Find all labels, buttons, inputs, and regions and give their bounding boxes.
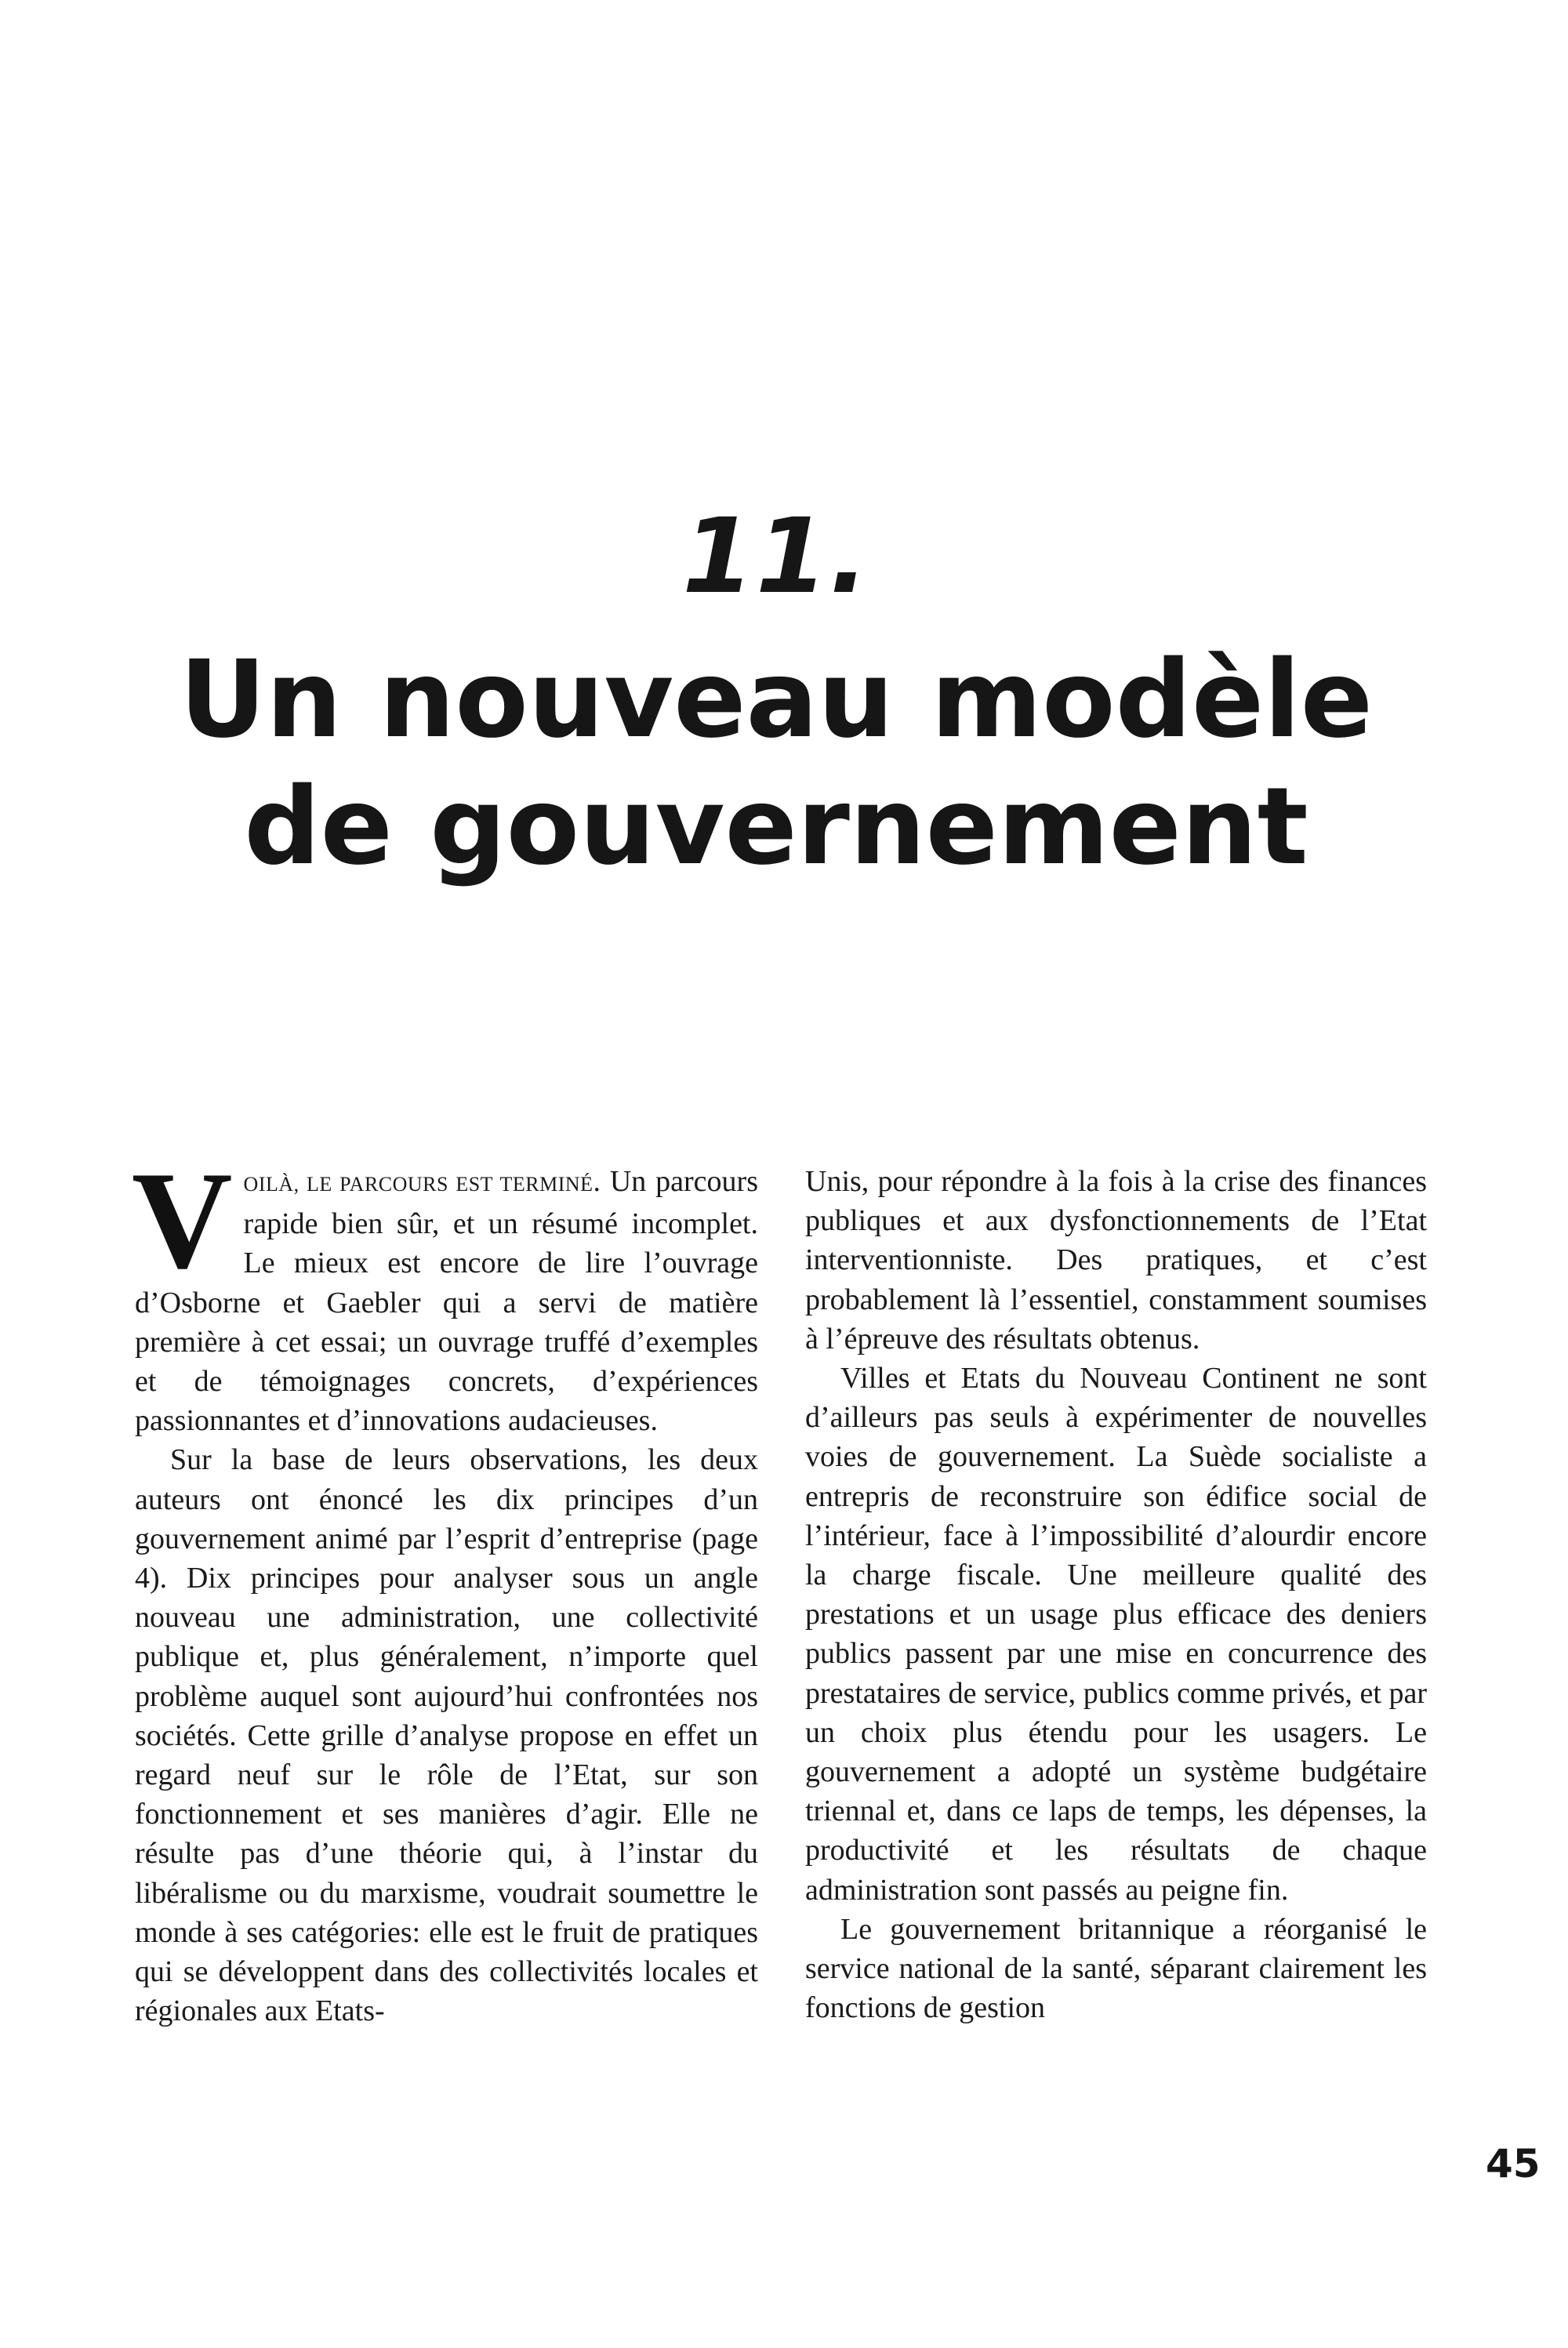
chapter-title: [0, 637, 1552, 891]
chapter-number: 11.: [682, 496, 870, 617]
paragraph-3: Unis, pour répondre à la fois à la crise des finances publiques et aux dysfonctionnements de l’Etat interventionniste. Des pratiques, et c’est probablement là l’essentiel, constamment soumises à l’épreuve des résultats obtenus.: [805, 1165, 1427, 1355]
page-number: 45: [1486, 2141, 1541, 2187]
chapter-title-line-2: de gouvernement: [244, 765, 1308, 889]
chapter-title-line-1: Un nouveau modèle: [179, 638, 1374, 762]
lead-smallcaps: OILÀ, LE PARCOURS EST TERMINÉ: [243, 1173, 593, 1196]
paragraph-1-text: . Un parcours rapide bien sûr, et un résumé incomplet. Le mieux est encore de lire l’ouvrage d’Osborne et Gaebler qui a servi de matière première à cet essai; un ouvrage truffé d’exemples et de témoignages concrets, d’expériences passionnantes et d’innovations audacieuses.: [135, 1165, 758, 1438]
paragraph-4: Villes et Etats du Nouveau Continent ne sont d’ailleurs pas seuls à expérimenter de nouvelles voies de gouvernement. La Suède socialiste a entrepris de reconstruire son édifice social de l’intérieur, face à l’impossibilité d’alourdir encore la charge fiscale. Une meilleure qualité des prestations et un usage plus efficace des deniers publics passent par une mise en concurrence des prestataires de service, publics comme privés, et par un choix plus étendu pour les usagers. Le gouvernement a adopté un système budgétaire triennal et, dans ce laps de temps, les dépenses, la productivité et les résultats de chaque administration sont passés au peigne fin.: [805, 1362, 1427, 1907]
paragraph-1: [132, 1142, 758, 1440]
right-column: [805, 1162, 1427, 2027]
drop-cap: V: [132, 1142, 233, 1297]
left-column: [132, 1142, 758, 2030]
paragraph-2: Sur la base de leurs observations, les deux auteurs ont énoncé les dix principes d’un gouvernement animé par l’esprit d’entreprise (page 4). Dix principes pour analyser sous un angle nouveau une administration, une collectivité publique et, plus généralement, n’importe quel problème auquel sont aujourd’hui confrontées nos sociétés. Cette grille d’analyse propose en effet un regard neuf sur le rôle de l’Etat, sur son fonctionnement et ses manières d’agir. Elle ne résulte pas d’une théorie qui, à l’instar du libéralisme ou du marxisme, voudrait soumettre le monde à ses catégories: elle est le fruit de pratiques qui se développent dans des collectivités locales et régionales aux Etats-: [135, 1443, 758, 2028]
paragraph-5: Le gouvernement britannique a réorganisé le service national de la santé, séparant clairement les fonctions de gestion: [805, 1912, 1427, 2025]
